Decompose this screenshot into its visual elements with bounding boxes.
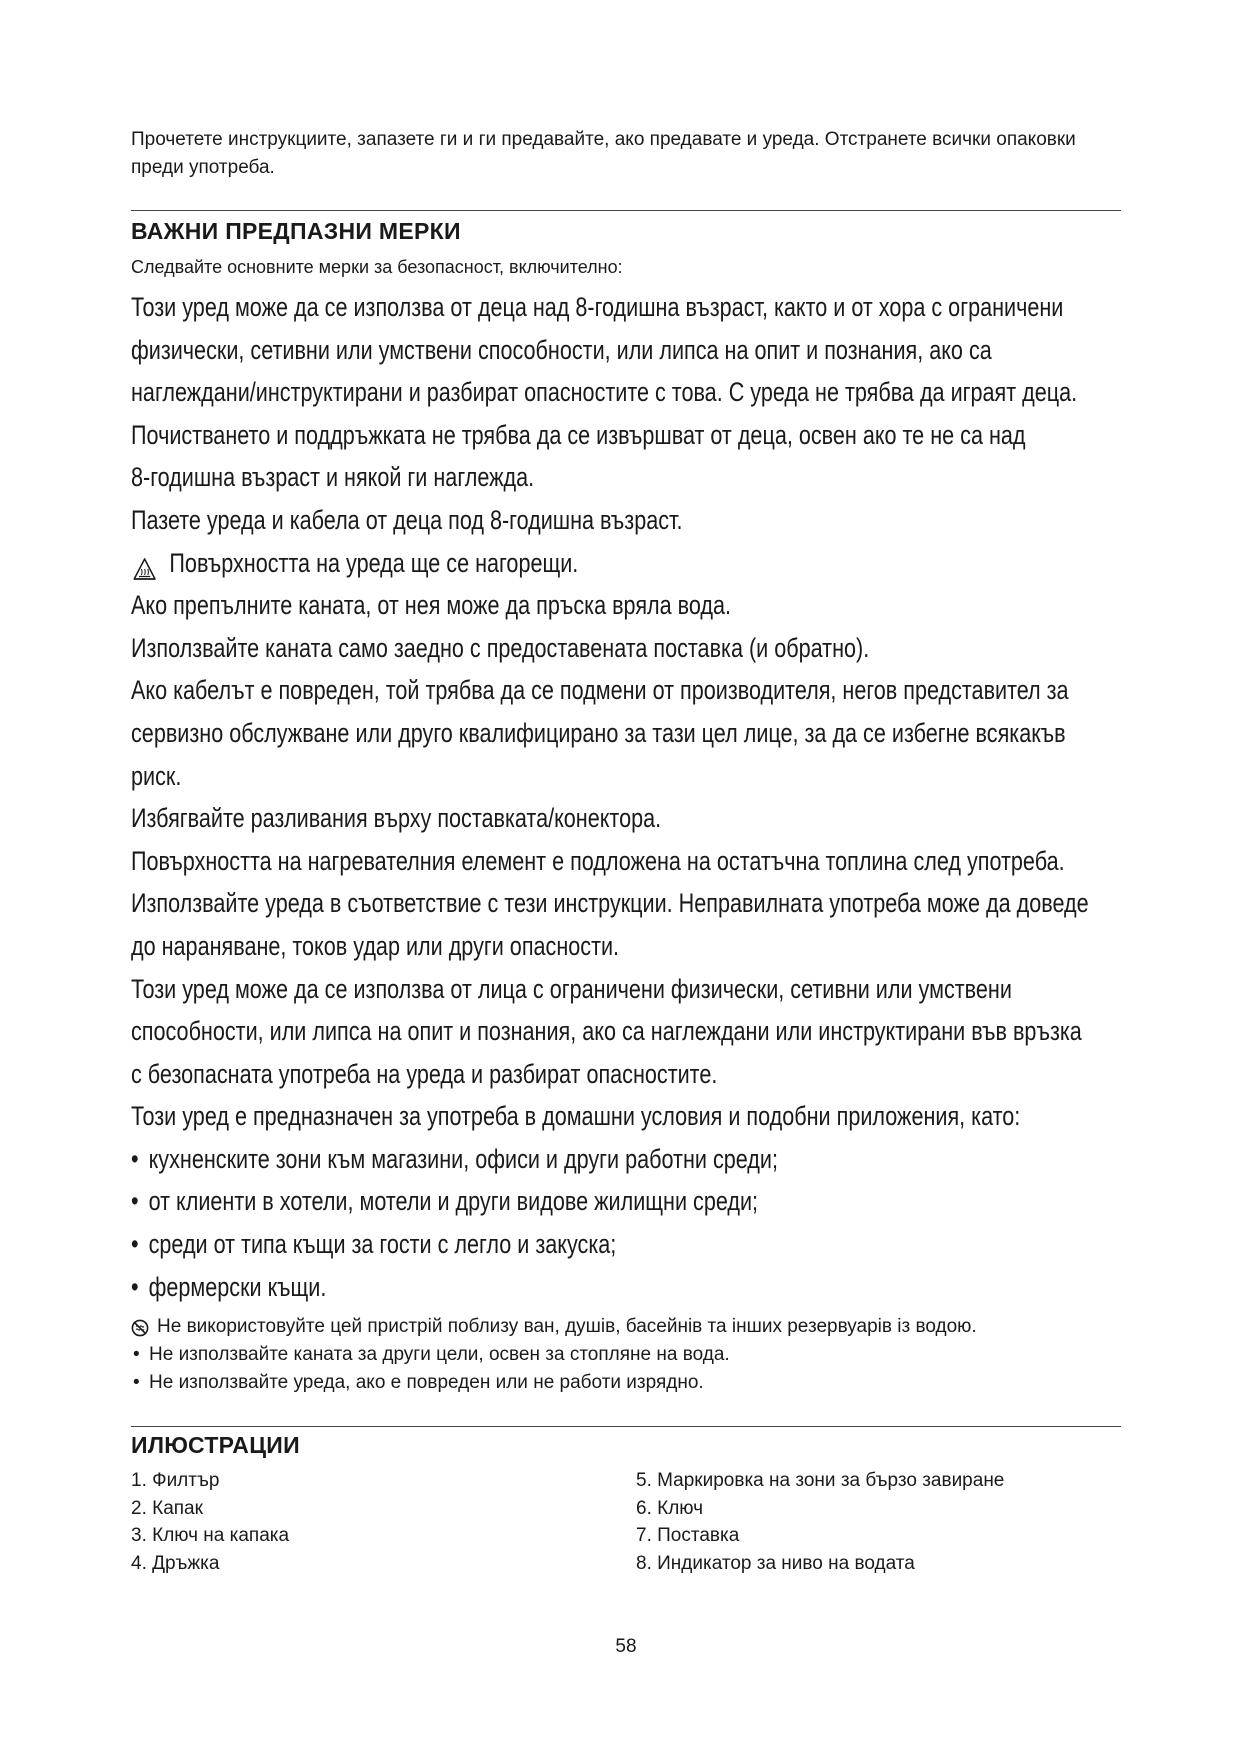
illustrations-column-left xyxy=(131,1467,289,1577)
list-item: 4. Дръжка xyxy=(131,1552,220,1574)
bullet-symbol: • xyxy=(133,1344,140,1365)
safety-heading: ВАЖНИ ПРЕДПАЗНИ МЕРКИ xyxy=(131,218,461,244)
list-item: 6. Ключ xyxy=(636,1497,704,1519)
bullet-symbol: • xyxy=(131,1186,139,1217)
list-item: 7. Поставка xyxy=(636,1525,740,1546)
usage-bullet xyxy=(131,1180,1121,1223)
list-item: 3. Ключ на капака xyxy=(131,1525,290,1546)
safety-line: до нараняване, токов удар или други опасности. xyxy=(131,930,620,961)
safety-line: Пазете уреда и кабела от деца под 8-годишна възраст. xyxy=(131,504,683,535)
illustrations-column-right xyxy=(636,1467,1004,1577)
safety-line: Избягвайте разливания върху поставката/конектора. xyxy=(131,803,662,834)
safety-line: наглеждани/инструктирани и разбират опасностите с това. С уреда не трябва да играят деца. xyxy=(131,377,1078,408)
list-item: 1. Филтър xyxy=(131,1470,220,1491)
safety-line: Повърхността на нагревателния елемент е подложена на остатъчна топлина след употреба. xyxy=(131,845,1065,876)
bullet-symbol: • xyxy=(131,1271,139,1302)
safety-body xyxy=(131,286,1121,1308)
small-bullet-text: Не използвайте уреда, ако е повреден или не работи изрядно. xyxy=(149,1372,704,1393)
safety-line: сервизно обслужване или друго квалифицирано за тази цел лице, за да се избегне всякакъв xyxy=(131,717,1066,748)
safety-subtext: Следвайте основните мерки за безопасност, включително: xyxy=(131,257,623,277)
small-bullet-text: Не използвайте каната за други цели, освен за стопляне на вода. xyxy=(149,1344,730,1365)
no-water-icon xyxy=(131,1318,149,1336)
safety-line: Този уред може да се използва от лица с ограничени физически, сетивни или умствени xyxy=(131,973,1012,1004)
usage-bullet-text: фермерски къщи. xyxy=(148,1271,327,1302)
page-number: 58 xyxy=(615,1636,637,1657)
bullet-symbol: • xyxy=(133,1372,140,1393)
list-item: 8. Индикатор за ниво на водата xyxy=(636,1552,915,1574)
usage-bullet xyxy=(131,1266,1121,1309)
safety-line: Ако препълните каната, от нея може да пръска вряла вода. xyxy=(131,590,732,621)
safety-line: Използвайте каната само заедно с предоставената поставка (и обратно). xyxy=(131,632,870,663)
safety-line: с безопасната употреба на уреда и разбират опасностите. xyxy=(131,1058,718,1089)
safety-line: Ако кабелът е повреден, той трябва да се подмени от производителя, негов представител за xyxy=(131,675,1069,706)
safety-line: физически, сетивни или умствени способности, или липса на опит и познания, ако са xyxy=(131,334,992,365)
hot-surface-warning xyxy=(131,542,1121,585)
hot-surface-warning-icon xyxy=(133,551,157,575)
manual-page xyxy=(131,0,1121,1754)
list-item: 2. Капак xyxy=(131,1497,203,1519)
safety-line: Почистването и поддръжката не трябва да се извършват от деца, освен ако те не са над xyxy=(131,419,1026,450)
hot-surface-warning-text: Повърхността на уреда ще се нагорещи. xyxy=(169,547,579,578)
section-divider xyxy=(131,210,1121,211)
usage-bullet-text: от клиенти в хотели, мотели и други видове жилищни среди; xyxy=(148,1186,759,1217)
safety-line: 8-годишна възраст и някой ги наглежда. xyxy=(131,462,535,493)
section-divider xyxy=(131,1426,1121,1427)
small-bullet xyxy=(131,1369,1121,1397)
safety-line: Този уред е предназначен за употреба в домашни условия и подобни приложения, като: xyxy=(131,1101,1021,1132)
safety-line: Използвайте уреда в съответствие с тези инструкции. Неправилната употреба може да доведе xyxy=(131,888,1089,919)
safety-line: способности, или липса на опит и познания, ако са наглеждани или инструктирани във връзка xyxy=(131,1016,1082,1047)
safety-line: риск. xyxy=(131,760,182,791)
usage-bullet-text: среди от типа къщи за гости с легло и закуска; xyxy=(148,1229,617,1260)
safety-line: Този уред може да се използва от деца над 8-годишна възраст, както и от хора с ограничени xyxy=(131,292,1064,322)
water-warning xyxy=(131,1313,1121,1341)
usage-bullet xyxy=(131,1223,1121,1266)
intro-paragraph: Прочетете инструкциите, запазете ги и ги предавайте, ако предавате и уреда. Отстранете всички опаковки преди употреба. xyxy=(131,129,1076,178)
usage-bullet xyxy=(131,1138,1121,1181)
bullet-symbol: • xyxy=(131,1143,139,1174)
water-warning-text: Не використовуйте цей пристрій поблизу ван, душів, басейнів та інших резервуарів із водою. xyxy=(157,1316,977,1337)
small-bullet xyxy=(131,1341,1121,1369)
list-item: 5. Маркировка на зони за бързо завиране xyxy=(636,1470,1005,1491)
usage-bullet-text: кухненските зони към магазини, офиси и други работни среди; xyxy=(148,1143,778,1174)
additional-warnings xyxy=(131,1313,1121,1397)
illustrations-heading: ИЛЮСТРАЦИИ xyxy=(131,1432,300,1458)
bullet-symbol: • xyxy=(131,1229,139,1260)
